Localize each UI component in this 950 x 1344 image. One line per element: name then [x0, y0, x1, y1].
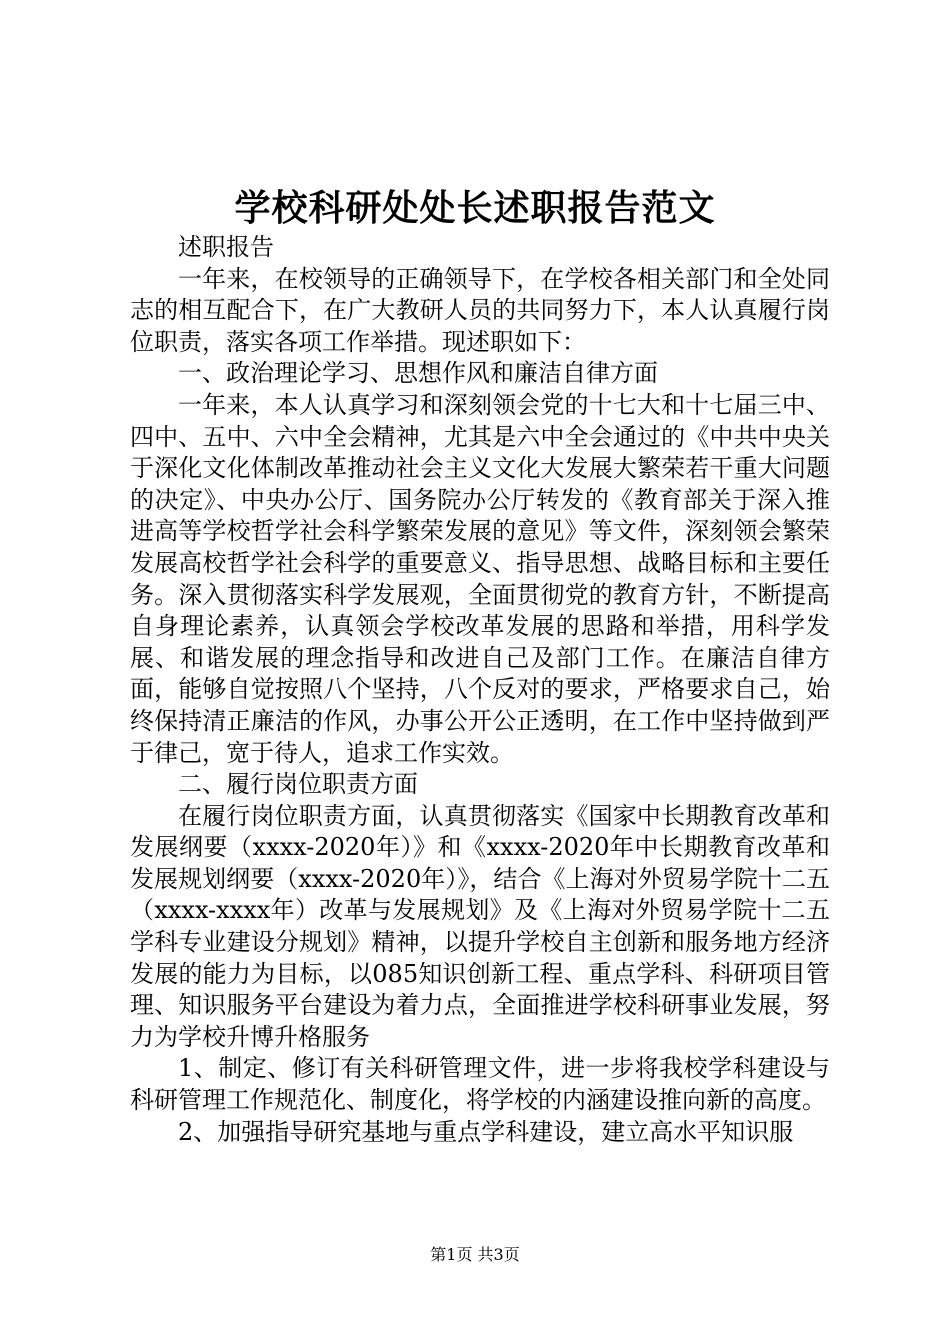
document-body [130, 232, 830, 1148]
section-heading-1: 一、政治理论学习、思想作风和廉洁自律方面 [178, 359, 658, 388]
paragraph-intro: 一年来，在校领导的正确领导下，在学校各相关部门和全处同志的相互配合下，在广大教研人员的共同努力下，本人认真履行岗位职责，落实各项工作举措。现述职如下： [130, 264, 830, 356]
list-item-1: 1、制定、修订有关科研管理文件，进一步将我校学科建设与科研管理工作规范化、制度化，将学校的内涵建设推向新的高度。 [130, 1054, 830, 1115]
list-item-2: 2、加强指导研究基地与重点学科建设，建立高水平知识服 [178, 1117, 794, 1146]
document-title: 学校科研处处长述职报告范文 [234, 187, 716, 229]
paragraph-heading-report: 述职报告 [178, 233, 274, 261]
paragraph-political-study: 一年来，本人认真学习和深刻领会党的十七大和十七届三中、四中、五中、六中全会精神，尤其是六中全会通过的《中共中央关于深化文化体制改革推动社会主义文化大发展大繁荣若干重大问题的决定》、中央办公厅、国务院办公厅转发的《教育部关于深入推进高等学校哲学社会科学繁荣发展的意见》等文件，深刻领会繁荣发展高校哲学社会科学的重要意义、指导思想、战略目标和主要任务。深入贯彻落实科学发展观，全面贯彻党的教育方针，不断提高自身理论素养，认真领会学校改革发展的思路和举措，用科学发展、和谐发展的理念指导和改进自己及部门工作。在廉洁自律方面，能够自觉按照八个坚持，八个反对的要求，严格要求自己，始终保持清正廉洁的作风，办事公开公正透明，在工作中坚持做到严于律己，宽于待人，追求工作实效。 [130, 390, 830, 767]
page-footer: 第1页 共3页 [430, 1245, 520, 1264]
section-heading-2: 二、履行岗位职责方面 [178, 770, 418, 799]
paragraph-duties: 在履行岗位职责方面，认真贯彻落实《国家中长期教育改革和发展纲要（xxxx-2020年）》和《xxxx-2020年中长期教育改革和发展规划纲要（xxxx-2020年）》，结合《上海对外贸易学院十二五（xxxx-xxxx年）改革与发展规划》及《上海对外贸易学院十二五学科专业建设分规划》精神，以提升学校自主创新和服务地方经济发展的能力为目标，以085知识创新工程、重点学科、科研项目管理、知识服务平台建设为着力点，全面推进学校科研事业发展，努力为学校升博升格服务 [130, 801, 830, 1051]
